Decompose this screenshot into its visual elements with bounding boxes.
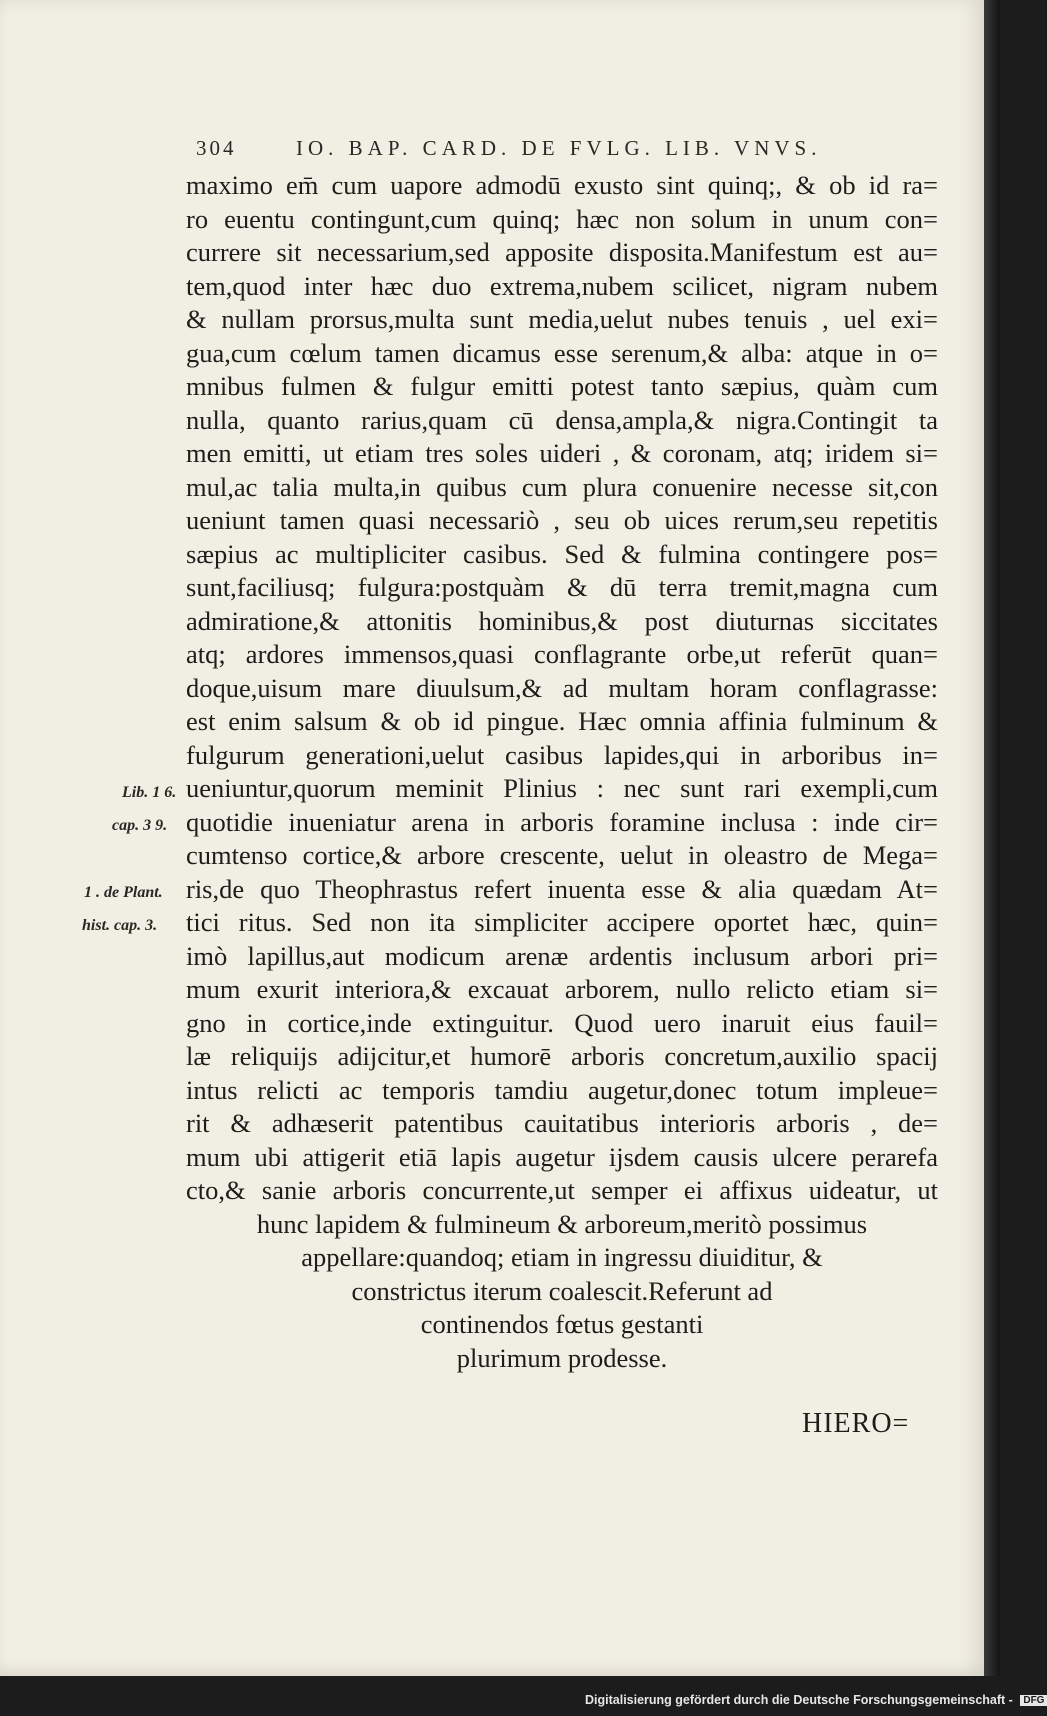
running-title: IO. BAP. CARD. DE FVLG. LIB. VNVS. [296,136,822,160]
text-line: atq; ardores immensos,quasi conflagrante orbe,ut referūt quan= [186,639,938,669]
catchword: HIERO= [802,1408,910,1439]
dfg-logo: DFG [1020,1695,1047,1706]
margin-note: 1 . de Plant. [84,884,163,901]
text-line: quotidie inueniatur arena in arboris foramine inclusa : inde cir= [186,806,938,837]
main-text-block [186,169,938,1375]
text-line: cto,& sanie arboris concurrente,ut semper ei affixus uideatur, ut [186,1175,938,1205]
book-gutter [984,0,1000,1676]
text-line: gno in cortice,inde extinguitur. Quod uero inaruit eius fauil= [186,1007,938,1038]
page-number: 304 [196,136,237,160]
text-line: mum exurit interiora,& excauat arborem, nullo relicto etiam si= [186,974,938,1004]
text-line: gua,cum cœlum tamen dicamus esse serenum,& alba: atque in o= [186,337,938,368]
margin-note: cap. 3 9. [112,817,168,834]
text-line: est enim salsum & ob id pingue. Hæc omnia affinia fulminum & [186,706,938,736]
text-line: rit & adhæserit patentibus cauitatibus interioris arboris , de= [186,1108,938,1138]
text-line: mum ubi attigerit etiā lapis augetur ijsdem causis ulcere perarefa [186,1141,938,1172]
text-line: currere sit necessarium,sed apposite dispositа.Manifestum est au= [186,237,938,267]
text-line: men emitti, ut etiam tres soles uideri , & coronam, atq; iridem si= [186,438,938,468]
margin-note: Lib. 1 6. [122,784,177,801]
text-line: maximo em̄ cum uapore admodū exusto sint quinq;, & ob id ra= [186,170,938,200]
text-line: mul,ac talia multa,in quibus cum plura conuenire necesse sit,con [186,471,938,502]
text-line: hunc lapidem & fulmineum & arboreum,meritò possimus [256,1208,868,1239]
text-line: ro euentu contingunt,cum quinq; hæc non solum in unum con= [186,203,938,234]
text-line: continendos fœtus gestanti [420,1309,704,1339]
text-line: plurimum prodesse. [456,1342,668,1373]
text-line: & nullam prorsus,multa sunt media,uelut nubes tenuis , uel exi= [186,304,938,334]
text-line: cumtenso cortice,& arbore crescente, uelut in oleastro de Mega= [186,840,938,870]
digitization-credit [585,1693,1047,1707]
text-line: sunt,faciliusq; fulgura:postquàm & dū terra tremit,magna cum [186,572,938,602]
text-line: ueniunt tamen quasi necessariò , seu ob uices rerum,seu repetitis [186,505,938,535]
text-line: nulla, quanto rarius,quam cū densa,ampla,& nigra.Contingit ta [186,404,938,435]
text-line: sæpius ac multipliciter casibus. Sed & fulmina contingere pos= [186,538,938,569]
text-line: ueniuntur,quorum meminit Plinius : nec sunt rari exempli,cum [186,773,938,803]
text-line: intus relicti ac temporis tamdiu augetur,donec totum impleue= [186,1074,938,1105]
text-line: imò lapillus,aut modicum arenæ ardentis inclusum arbori pri= [186,940,938,971]
text-line: mnibus fulmen & fulgur emitti potest tanto sæpius, quàm cum [186,371,938,401]
text-line: tem,quod inter hæc duo extrema,nubem scilicet, nigram nubem [186,270,938,301]
text-line: ris,de quo Theophrastus refert inuenta esse & alia quædam At= [186,873,938,904]
text-line: doque,uisum mare diuulsum,& ad multam horam conflagrasse: [186,672,938,703]
margin-note: hist. cap. 3. [82,917,158,934]
text-line: læ reliquijs adijcitur,et humorē arboris concretum,auxilio spacij [186,1041,938,1071]
text-line: fulgurum generationi,uelut casibus lapides,qui in arboribus in= [186,739,938,770]
text-line: admiratione,& attonitis hominibus,& post diuturnas siccitates [186,605,938,636]
text-line: tici ritus. Sed non ita simpliciter accipere oportet hæc, quin= [186,907,938,937]
text-line: constrictus iterum coalescit.Referunt ad [351,1275,773,1306]
text-line: appellare:quandoq; etiam in ingressu diuiditur, & [301,1242,823,1272]
credit-text: Digitalisierung gefördert durch die Deutsche Forschungsgemeinschaft - [585,1693,1013,1707]
